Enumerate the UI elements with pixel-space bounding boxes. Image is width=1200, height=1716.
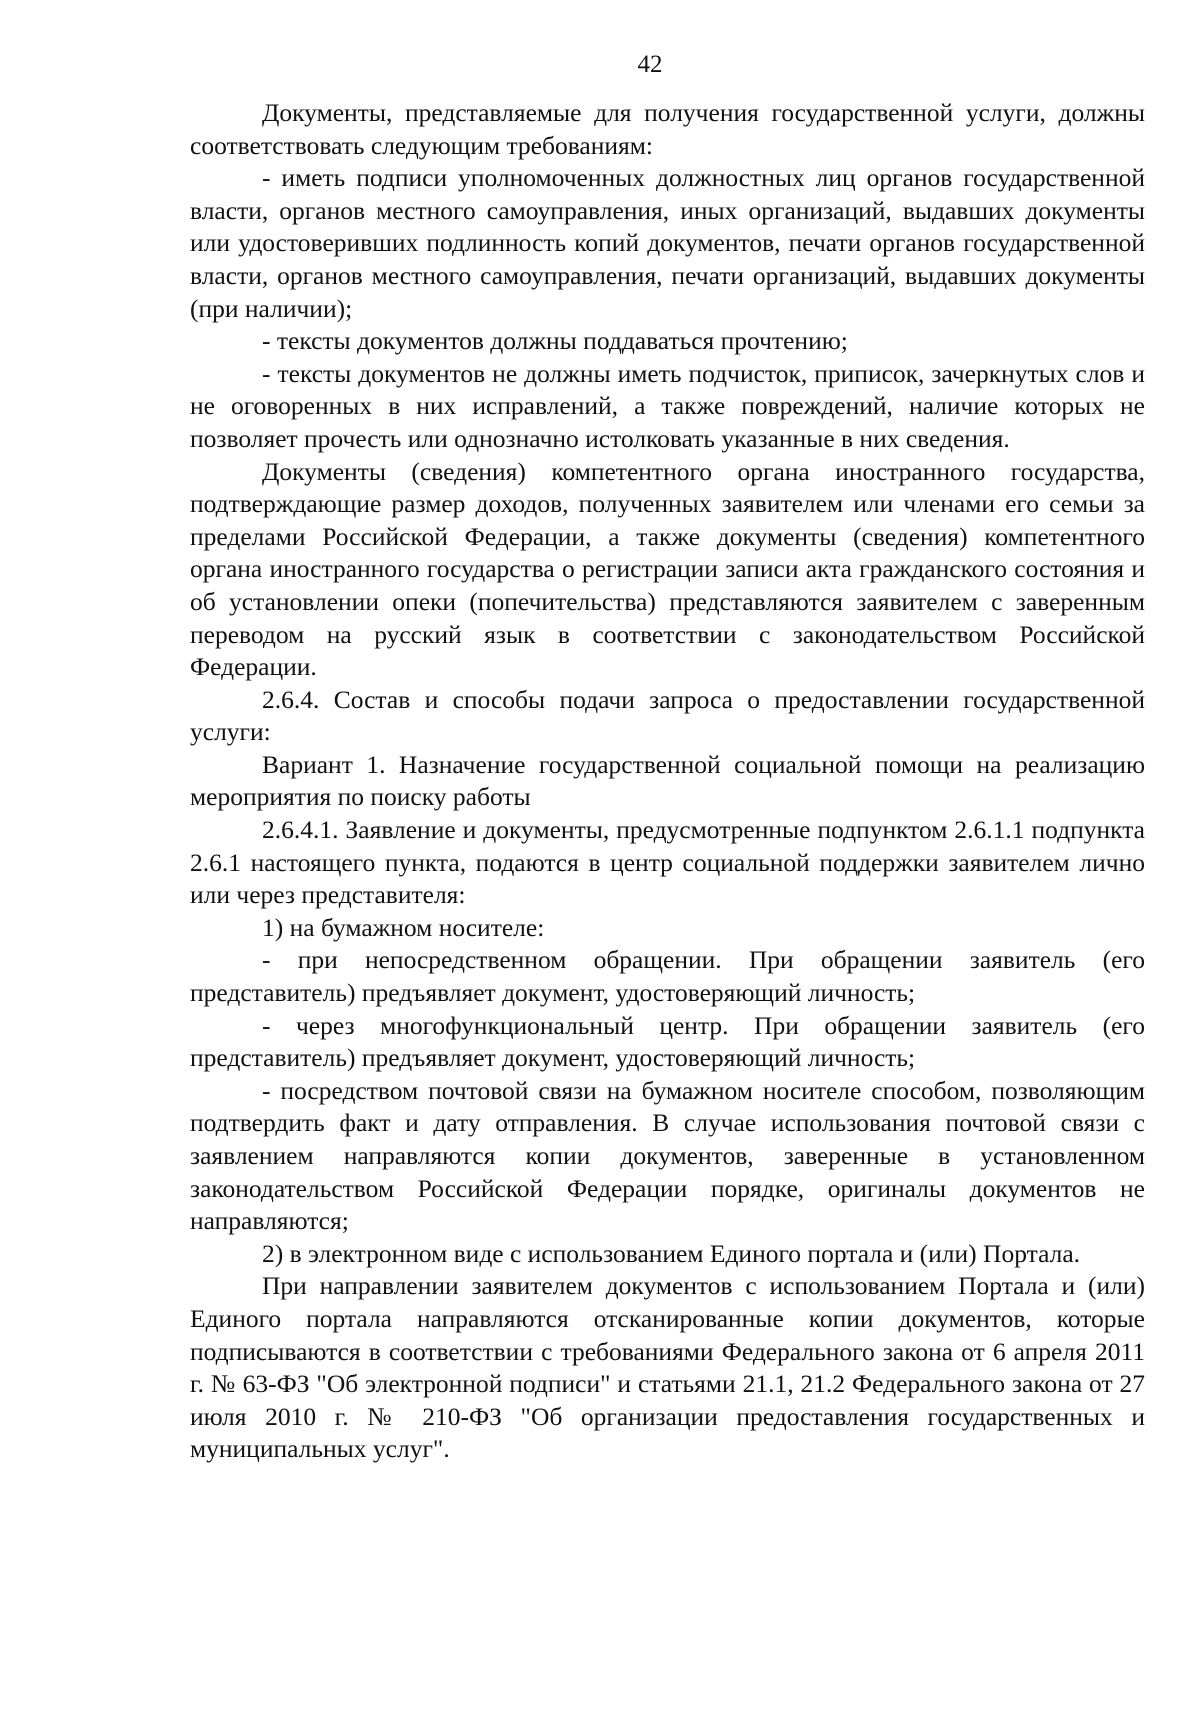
paragraph-no-corrections-requirement: - тексты документов не должны иметь подчисток, приписок, зачеркнутых слов и не оговоренных в них исправлений, а также повреждений, наличие которых не позволяет прочесть или однозначно истолковать указанные в них сведения. [190, 358, 1145, 453]
paragraph-readability-requirement: - тексты документов должны поддаваться прочтению; [262, 326, 848, 356]
paragraph-section-2-6-4-1: 2.6.4.1. Заявление и документы, предусмотренные подпунктом 2.6.1.1 подпункта 2.6.1 настоящего пункта, подаются в центр социальной поддержки заявителем лично или через представителя: [190, 815, 1145, 910]
paragraph-mfc-appeal: - через многофункциональный центр. При обращении заявитель (его представитель) предъявляет документ, удостоверяющий личность; [190, 1010, 1145, 1073]
paragraph-portal-submission: При направлении заявителем документов с использованием Портала и (или) Единого портала направляются отсканированные копии документов, которые подписываются в соответствии с требованиями Федерального закона от 6 апреля 2011 г. № 63-ФЗ "Об электронной подписи" и статьями 21.1, 21.2 Федерального закона от 27 июля 2010 г. № 210-ФЗ "Об организации предоставления государственных и муниципальных услуг". [190, 1271, 1145, 1464]
paragraph-section-2-6-4: 2.6.4. Состав и способы подачи запроса о предоставлении государственной услуги: [190, 684, 1145, 747]
paragraph-direct-appeal: - при непосредственном обращении. При обращении заявитель (его представитель) предъявляет документ, удостоверяющий личность; [190, 945, 1145, 1008]
document-body [190, 97, 1145, 1466]
paragraph-requirements-intro: Документы, представляемые для получения государственной услуги, должны соответствовать следующим требованиям: [190, 98, 1145, 160]
page-number: 42 [637, 51, 663, 78]
paragraph-postal-appeal: - посредством почтовой связи на бумажном носителе способом, позволяющим подтвердить факт и дату отправления. В случае использования почтовой связи с заявлением направляются копии документов, заверенные в установленном законодательством Российской Федерации порядке, оригиналы документов не направляются; [190, 1075, 1145, 1236]
paragraph-electronic-form: 2) в электронном виде с использованием Единого портала и (или) Портала. [262, 1238, 1081, 1268]
paragraph-foreign-documents: Документы (сведения) компетентного органа иностранного государства, подтверждающие размер доходов, полученных заявителем или членами его семьи за пределами Российской Федерации, а также документы (сведения) компетентного органа иностранного государства о регистрации записи акта гражданского состояния и об установлении опеки (попечительства) представляются заявителем с заверенным переводом на русский язык в соответствии с законодательством Российской Федерации. [190, 456, 1145, 682]
paragraph-paper-medium: 1) на бумажном носителе: [262, 912, 545, 942]
paragraph-variant-1: Вариант 1. Назначение государственной социальной помощи на реализацию мероприятия по поиску работы [190, 749, 1145, 812]
paragraph-signatures-requirement: - иметь подписи уполномоченных должностных лиц органов государственной власти, органов местного самоуправления, иных организаций, выдавших документы или удостоверивших подлинность копий документов, печати органов государственной власти, органов местного самоуправления, печати организаций, выдавших документы (при наличии); [190, 163, 1145, 323]
